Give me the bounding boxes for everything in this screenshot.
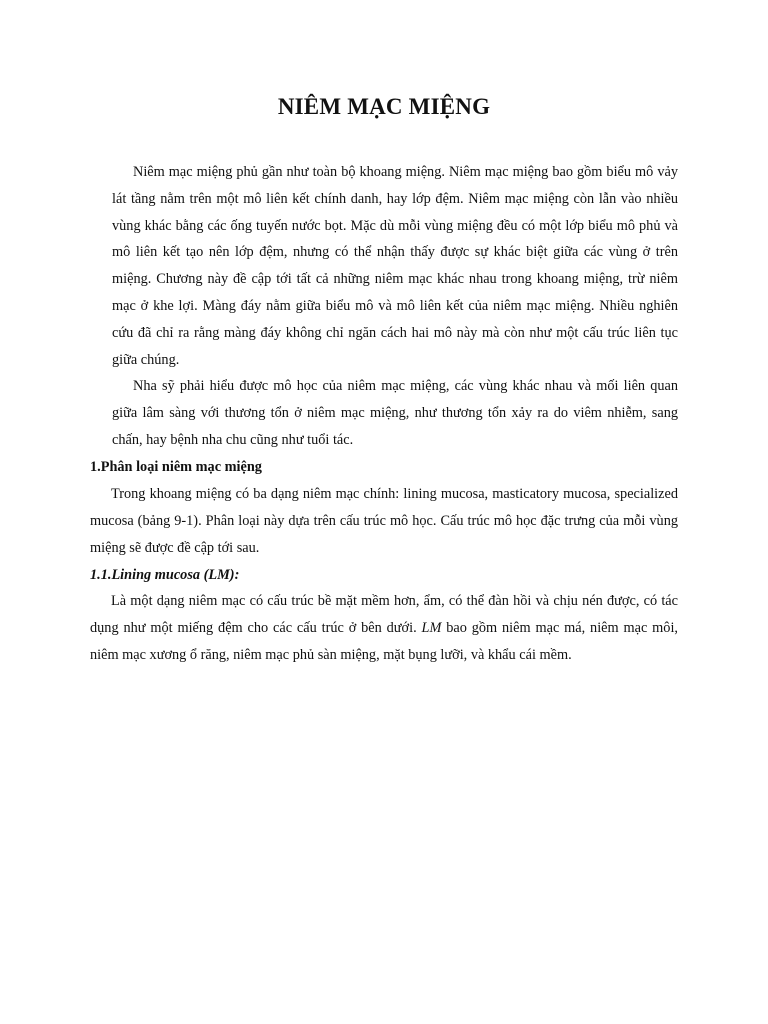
section-1-1-text-part2: bao gồm niêm mạc má, niêm mạc môi, niêm mạc xương ổ răng, niêm mạc phủ sàn miệng, mặt bụng lưỡi, và khẩu cái mềm.: [90, 619, 678, 663]
section-1-1-heading: 1.1.Lining mucosa (LM):: [90, 567, 240, 583]
page-title: NIÊM MẠC MIỆNG: [277, 94, 491, 119]
intro-paragraph-2: Nha sỹ phải hiểu được mô học của niêm mạc miệng, các vùng khác nhau và mối liên quan giữa lâm sàng với thương tổn ở niêm mạc miệng, như thương tổn xảy ra do viêm nhiễm, sang chấn, hay bệnh nha chu cũng như tuổi tác.: [112, 378, 678, 448]
section-1-1-paragraph: [90, 588, 678, 668]
intro-paragraph-1: Niêm mạc miệng phủ gần như toàn bộ khoang miệng. Niêm mạc miệng bao gồm biểu mô vảy lát tầng nằm trên một mô liên kết chính danh, hay lớp đệm. Niêm mạc miệng còn lẫn vào nhiều vùng khác bằng các ống tuyến nước bọt. Mặc dù mỗi vùng miệng đều có một lớp biểu mô phủ và mô liên kết tạo nên lớp đệm, nhưng có thể nhận thấy được sự khác biệt giữa các vùng ở trên miệng. Chương này đề cập tới tất cả những niêm mạc khác nhau trong khoang miệng, trừ niêm mạc ở khe lợi. Màng đáy nằm giữa biểu mô và mô liên kết của niêm mạc miệng. Nhiều nghiên cứu đã chỉ ra rằng màng đáy không chỉ ngăn cách hai mô này mà còn như một cấu trúc liên tục giữa chúng.: [112, 164, 678, 368]
lm-abbreviation: LM: [421, 619, 442, 636]
section-1-paragraph: Trong khoang miệng có ba dạng niêm mạc chính: lining mucosa, masticatory mucosa, specialized mucosa (bảng 9-1). Phân loại này dựa trên cấu trúc mô học. Cấu trúc mô học đặc trưng của mỗi vùng miệng sẽ được đề cập tới sau.: [90, 486, 678, 556]
section-1-heading: 1.Phân loại niêm mạc miệng: [90, 459, 262, 475]
section-1-1-text-part1: Là một dạng niêm mạc có cấu trúc bề mặt mềm hơn, ẩm, có thể đàn hồi và chịu nén được, có tác dụng như một miếng đệm cho các cấu trúc ở bên dưới.: [90, 593, 678, 636]
